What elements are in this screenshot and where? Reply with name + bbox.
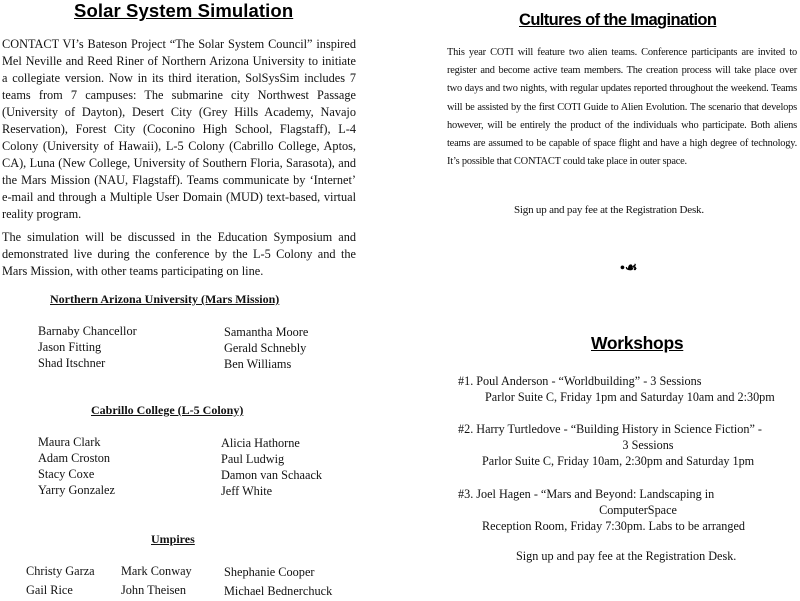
team-member: Gerald Schnebly xyxy=(224,341,307,355)
cabrillo-members-col1 xyxy=(38,434,115,498)
simulation-discussion: The simulation will be discussed in the Education Symposium and demonstrated live during the conference by the L-5 Colony and the Mars Mission, with other teams participating on line. xyxy=(2,230,356,278)
team-member: Jason Fitting xyxy=(38,340,102,354)
umpire-name: Michael Bednerchuck xyxy=(224,584,333,598)
team-member: Paul Ludwig xyxy=(221,452,285,466)
umpire-name: John Theisen xyxy=(121,583,187,597)
cultures-description: This year COTI will feature two alien teams. Conference participants are invited to register and become active team members. The creation process will take place over two days and two nights, with regular updates reported throughout the weekend. Teams will be assisted by the first COTI Guide to Alien Evolution. The scenario that develops however, will be entirely the product of the individuals who participate. Both aliens teams are assumed to be capable of space flight and have a high degree of technology. It’s possible that CONTACT could take place in outer space. xyxy=(447,47,797,168)
team-member: Barnaby Chancellor xyxy=(38,324,137,338)
cabrillo-team-heading: Cabrillo College (L-5 Colony) xyxy=(91,403,244,417)
workshop-title-cont: 3 Sessions xyxy=(622,438,674,452)
nau-members-col2 xyxy=(224,324,308,372)
cultures-signup-note: Sign up and pay fee at the Registration Desk. xyxy=(514,204,704,216)
umpire-name: Gail Rice xyxy=(26,583,73,597)
solar-system-intro: CONTACT VI’s Bateson Project “The Solar System Council” inspired Mel Neville and Reed Riner of Northern Arizona University to initiate a collegiate version. Now in its third iteration, SolSysSim includes 7 teams from 7 campuses: The submarine city Northwest Passage (University of Dayton), Desert City (Grey Hills Academy, Navajo Reservation), Forest City (Coconino High School, Flagstaff), L-4 Colony (University of Hawaii), L-5 Colony (Cabrillo College, Aptos, CA), Luna (New College, University of Southern Floria, Sarasota), and the Mars Mission (NAU, Flagstaff). Teams communicate by ‘Internet’ e-mail and through a Multiple User Domain (MUD) text-based, virtual reality program. xyxy=(2,37,356,221)
nau-team-heading: Northern Arizona University (Mars Mission) xyxy=(50,292,280,306)
team-member: Alicia Hathorne xyxy=(221,436,300,450)
team-member: Shad Itschner xyxy=(38,356,106,370)
solar-system-title: Solar System Simulation xyxy=(74,0,294,21)
cabrillo-members-col2 xyxy=(221,435,322,499)
workshop-title-cont: ComputerSpace xyxy=(599,503,677,517)
workshops-title: Workshops xyxy=(591,333,684,353)
workshops-signup-note: Sign up and pay fee at the Registration Desk. xyxy=(516,549,737,563)
umpire-name: Christy Garza xyxy=(26,564,95,578)
team-member: Ben Williams xyxy=(224,357,292,371)
team-member: Samantha Moore xyxy=(224,325,309,339)
nau-members-col1 xyxy=(38,323,137,371)
ornament-icon: •☙ xyxy=(620,261,638,276)
workshop-location: Reception Room, Friday 7:30pm. Labs to be arranged xyxy=(482,519,745,533)
workshop-location: Parlor Suite C, Friday 1pm and Saturday 10am and 2:30pm xyxy=(485,390,775,404)
workshop-item xyxy=(458,373,798,405)
team-member: Adam Croston xyxy=(38,451,111,465)
team-member: Maura Clark xyxy=(38,435,101,449)
workshop-location: Parlor Suite C, Friday 10am, 2:30pm and Saturday 1pm xyxy=(482,454,755,468)
umpires-col3 xyxy=(224,563,332,601)
umpires-heading: Umpires xyxy=(151,532,195,546)
umpires-col1 xyxy=(26,562,95,600)
workshop-title: #1. Poul Anderson - “Worldbuilding” - 3 Sessions xyxy=(458,374,702,388)
workshop-item xyxy=(458,421,798,469)
team-member: Yarry Gonzalez xyxy=(38,483,115,497)
cultures-title: Cultures of the Imagination xyxy=(519,11,717,29)
umpires-col2 xyxy=(121,562,192,600)
umpire-name: Shephanie Cooper xyxy=(224,565,315,579)
workshop-item xyxy=(458,486,798,534)
workshop-title: #2. Harry Turtledove - “Building History in Science Fiction” - xyxy=(458,422,762,436)
umpire-name: Mark Conway xyxy=(121,564,192,578)
team-member: Jeff White xyxy=(221,484,273,498)
team-member: Damon van Schaack xyxy=(221,468,323,482)
workshop-title: #3. Joel Hagen - “Mars and Beyond: Landscaping in xyxy=(458,487,715,501)
team-member: Stacy Coxe xyxy=(38,467,95,481)
